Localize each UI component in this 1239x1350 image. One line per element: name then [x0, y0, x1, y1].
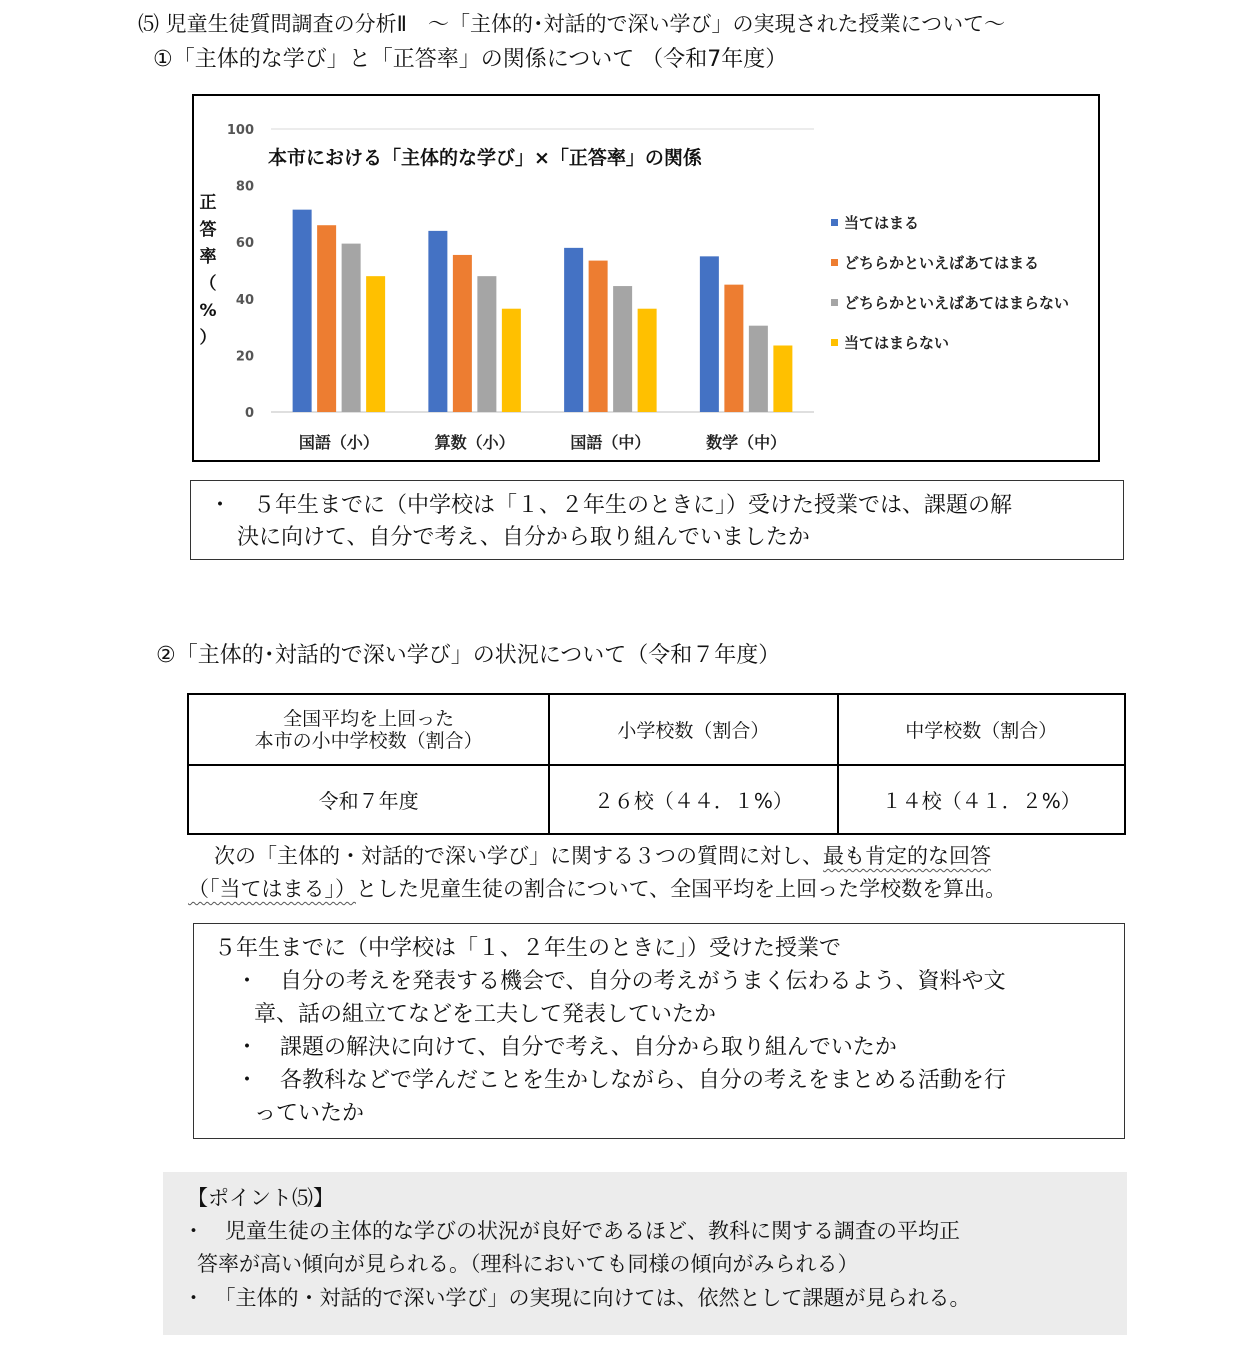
bar — [700, 256, 719, 412]
question-2-bullet-1-line-2: 章、話の組立てなどを工夫して発表していたか — [254, 1002, 717, 1027]
header-line-1: 全国平均を上回った — [283, 707, 455, 730]
category-label: 数学（中） — [706, 433, 787, 452]
bar — [638, 309, 657, 412]
junior-count: １４校（４１．２%） — [838, 765, 1125, 834]
bar — [317, 225, 336, 412]
chart-title: 本市における「主体的な学び」×「正答率」の関係 — [268, 147, 702, 169]
section-heading: ⑸ 児童生徒質問調査の分析Ⅱ ～「主体的･対話的で深い学び」の実現された授業について～ — [138, 12, 1006, 36]
bar — [589, 261, 608, 412]
y-axis-label-char: （ — [199, 274, 217, 294]
legend-swatch — [831, 299, 838, 306]
bar — [366, 276, 385, 412]
y-tick-label: 100 — [226, 123, 254, 138]
bar — [564, 248, 583, 412]
y-tick-label: 80 — [235, 179, 254, 195]
table-header-category — [188, 694, 549, 765]
bar — [477, 276, 496, 412]
chart-frame — [192, 94, 1100, 462]
y-tick-label: 0 — [244, 406, 254, 421]
question-box-1 — [190, 480, 1124, 560]
question-2-bullet-3-line-1: ・ 各教科などで学んだことを生かしながら、自分の考えをまとめる活動を行 — [236, 1068, 1007, 1093]
legend-swatch — [831, 339, 838, 346]
bar — [428, 231, 447, 412]
subheading-2: ②「主体的･対話的で深い学び」の状況について（令和７年度） — [156, 643, 781, 668]
bar — [773, 345, 792, 412]
category-label: 算数（小） — [434, 433, 515, 452]
category-label: 国語（中） — [570, 433, 651, 452]
y-axis-label-char: 率 — [199, 247, 217, 267]
point-1-line-1: ・ 児童生徒の主体的な学びの状況が良好であるほど、教科に関する調査の平均正 — [183, 1219, 960, 1243]
question-2-bullet-2: ・ 課題の解決に向けて、自分で考え、自分から取り組んでいたか — [236, 1035, 897, 1060]
question-2-bullet-1-line-1: ・ 自分の考えを発表する機会で、自分の考えがうまく伝わるよう、資料や文 — [236, 969, 1006, 994]
legend-label: 当てはまらない — [844, 334, 950, 352]
bar-chart — [194, 96, 1098, 460]
question-2-intro: ５年生までに（中学校は「１、２年生のときに」）受けた授業で — [214, 936, 842, 961]
table-header-row — [188, 694, 1125, 765]
question-box-2 — [193, 923, 1125, 1139]
legend-label: どちらかといえばあてはまる — [844, 254, 1040, 272]
table-row-label: 令和７年度 — [188, 765, 549, 834]
category-label: 国語（小） — [298, 433, 379, 452]
schools-table — [187, 693, 1126, 835]
note-text-1: 次の「主体的・対話的で深い学び」に関する３つの質問に対し、 — [214, 844, 823, 868]
point-box — [163, 1172, 1127, 1335]
bar — [749, 326, 768, 412]
question-2-bullet-3-line-2: っていたか — [254, 1101, 365, 1126]
table-row — [188, 765, 1125, 834]
note-emphasis-1: 最も肯定的な回答 — [823, 844, 991, 868]
bar — [613, 286, 632, 412]
bar — [502, 309, 521, 412]
y-tick-label: 20 — [235, 349, 254, 365]
point-2: ・ 「主体的・対話的で深い学び」の実現に向けては、依然として課題が見られる。 — [183, 1286, 971, 1310]
point-title: 【ポイント⑸】 — [187, 1186, 334, 1210]
legend-swatch — [831, 219, 838, 226]
table-header-elementary: 小学校数（割合） — [549, 694, 837, 765]
header-line-2: 本市の小中学校数（割合） — [254, 729, 483, 752]
bar — [453, 255, 472, 412]
subheading-1: ①「主体的な学び」と「正答率」の関係について （令和7年度） — [153, 47, 788, 72]
y-axis-label-char: % — [199, 301, 217, 321]
point-1-line-2: 答率が高い傾向が見られる。（理科においても同様の傾向がみられる） — [197, 1252, 859, 1276]
legend-swatch — [831, 259, 838, 266]
question-1-line-2: 決に向けて、自分で考え、自分から取り組んでいましたか — [237, 525, 810, 550]
y-axis-label-char: 正 — [199, 193, 217, 213]
elementary-count: ２６校（４４．１%） — [549, 765, 837, 834]
legend-label: 当てはまる — [844, 214, 920, 232]
legend-label: どちらかといえばあてはまらない — [844, 294, 1070, 312]
y-axis-label-char: 答 — [199, 220, 217, 240]
y-tick-label: 40 — [235, 292, 254, 308]
note-text-2: とした児童生徒の割合について、全国平均を上回った学校数を算出。 — [356, 877, 1007, 901]
bar — [342, 244, 361, 412]
bar — [724, 285, 743, 412]
table-header-junior: 中学校数（割合） — [838, 694, 1125, 765]
bar — [293, 210, 312, 412]
note-emphasis-2: （「当てはまる」） — [188, 877, 356, 901]
y-axis-label-char: ） — [199, 328, 217, 348]
y-tick-label: 60 — [235, 236, 254, 252]
question-1-line-1: ・ ５年生までに（中学校は「１、２年生のときに」）受けた授業では、課題の解 — [209, 493, 1013, 518]
